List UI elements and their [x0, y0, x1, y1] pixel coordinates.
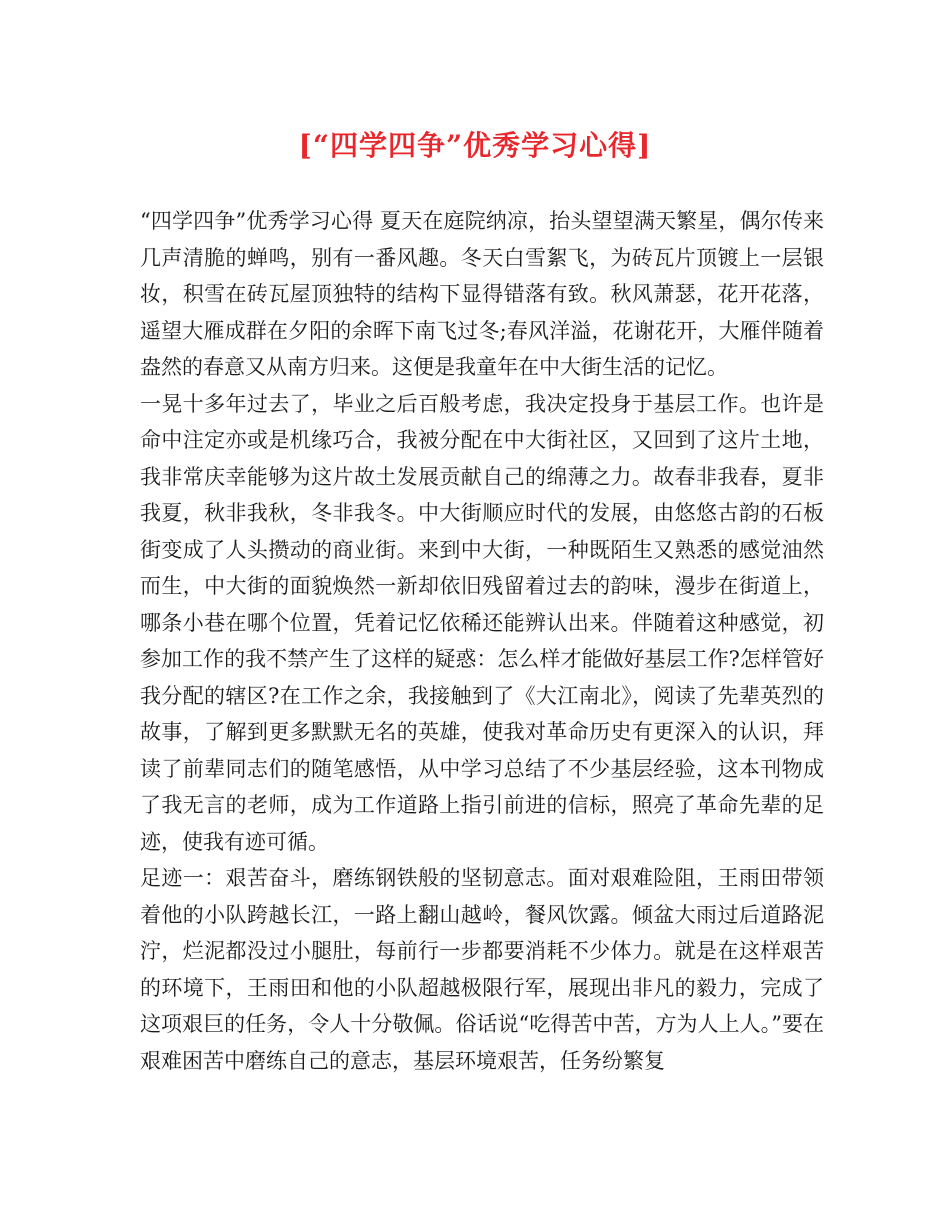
paragraph: 足迹一：艰苦奋斗，磨练钢铁般的坚韧意志。面对艰难险阻，王雨田带领着他的小队跨越长江，一路上翻山越岭，餐风饮露。倾盆大雨过后道路泥泞，烂泥都没过小腿肚，每前行一步都要消耗不少体力。就是在这样艰苦的环境下，王雨田和他的小队超越极限行军，展现出非凡的毅力，完成了这项艰巨的任务，令人十分敬佩。俗话说“吃得苦中苦，方为人上人。”要在艰难困苦中磨练自己的意志，基层环境艰苦，任务纷繁复 [140, 866, 824, 1073]
paragraph: 一晃十多年过去了，毕业之后百般考虑，我决定投身于基层工作。也许是命中注定亦或是机缘巧合，我被分配在中大街社区，又回到了这片土地，我非常庆幸能够为这片故土发展贡献自己的绵薄之力。故春非我春，夏非我夏，秋非我秋，冬非我冬。中大街顺应时代的发展，由悠悠古韵的石板街变成了人头攒动的商业街。来到中大街，一种既陌生又熟悉的感觉油然而生，中大街的面貌焕然一新却依旧残留着过去的韵味，漫步在街道上，哪条小巷在哪个位置，凭着记忆依稀还能辨认出来。伴随着这种感觉，初参加工作的我不禁产生了这样的疑惑：怎么样才能做好基层工作?怎样管好我分配的辖区?在工作之余，我接触到了《大江南北》，阅读了先辈英烈的故事，了解到更多默默无名的英雄，使我对革命历史有更深入的认识，拜读了前辈同志们的随笔感悟，从中学习总结了不少基层经验，这本刊物成了我无言的老师，成为工作道路上指引前进的信标，照亮了革命先辈的足迹，使我有迹可循。 [140, 391, 824, 854]
document-title: [“四学四争”优秀学习心得] [298, 129, 652, 162]
document-body [140, 203, 824, 1079]
paragraph: “四学四争”优秀学习心得 夏天在庭院纳凉，抬头望望满天繁星，偶尔传来几声清脆的蝉鸣，别有一番风趣。冬天白雪絮飞，为砖瓦片顶镀上一层银妆，积雪在砖瓦屋顶独特的结构下显得错落有致。秋风萧瑟，花开花落，遥望大雁成群在夕阳的余晖下南飞过冬;春风洋溢，花谢花开，大雁伴随着盎然的春意又从南方归来。这便是我童年在中大街生活的记忆。 [140, 209, 824, 379]
